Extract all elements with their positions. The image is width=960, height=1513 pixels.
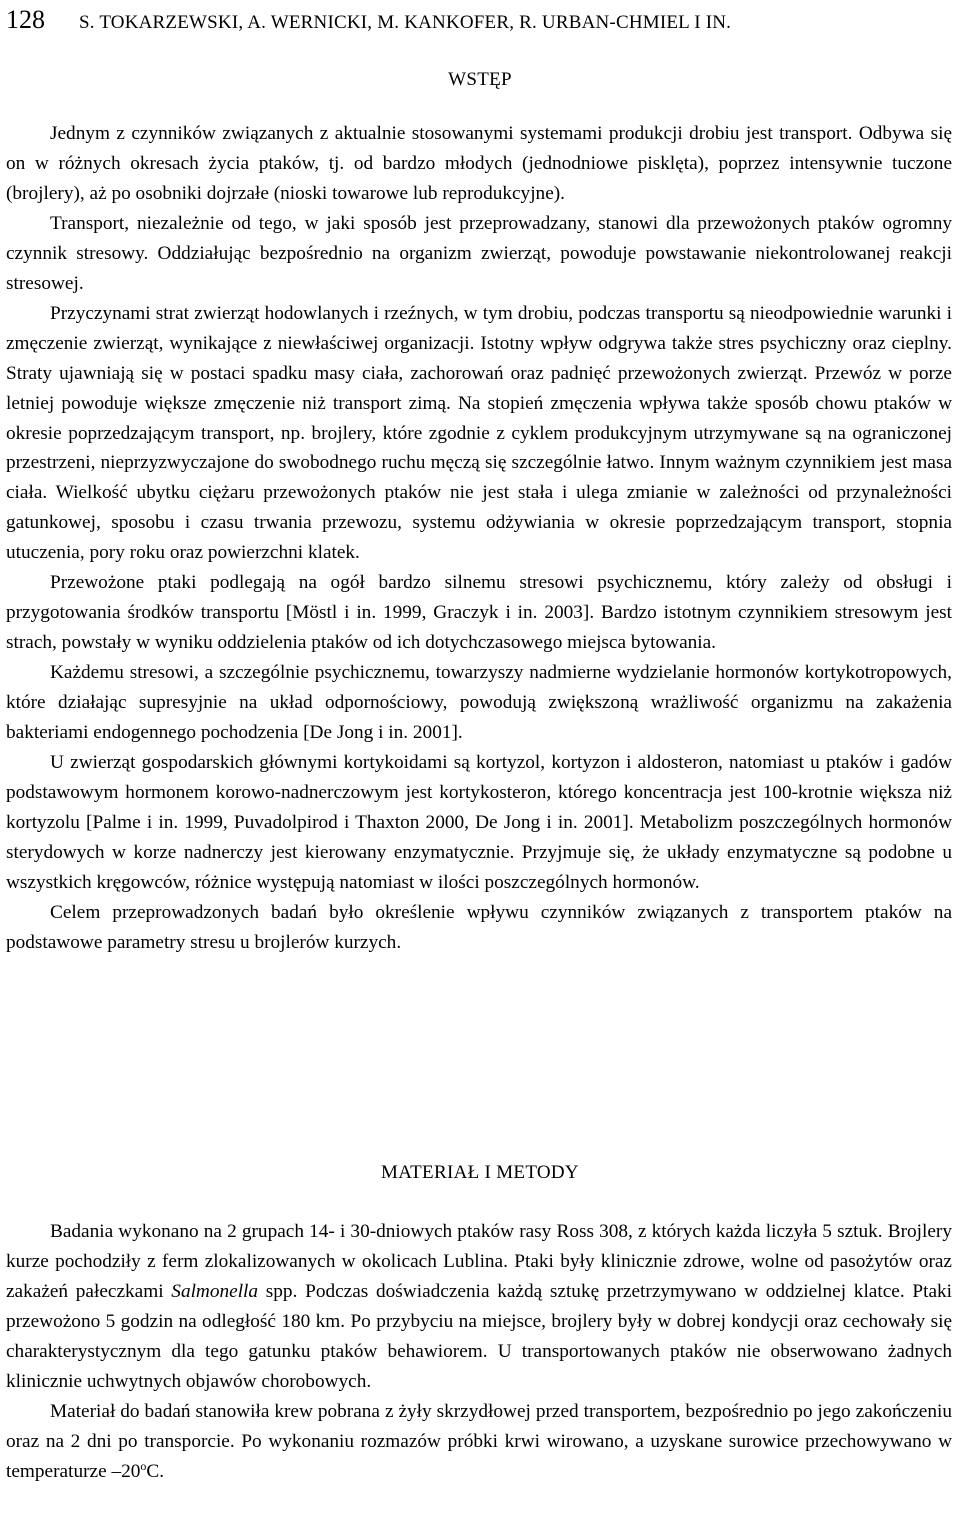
intro-paragraph-7: Celem przeprowadzonych badań było określenie wpływu czynników związanych z transportem ptaków na podstawowe parametry stresu u brojlerów kurzych. (6, 901, 952, 953)
intro-body (6, 119, 952, 958)
methods-p2-text-a: Materiał do badań stanowiła krew pobrana z żyły skrzydłowej przed transportem, bezpośrednio po jego zakończeniu oraz na 2 dni po transporcie. Po wykonaniu rozmazów próbki krwi wirowano, a uzyskane surowice przechowywano w temperaturze –20 (6, 1400, 952, 1482)
intro-paragraph-4: Przewożone ptaki podlegają na ogół bardzo silnemu stresowi psychicznemu, który zależy od obsługi i przygotowania środków transportu [Möstl i in. 1999, Graczyk i in. 2003]. Bardzo istotnym czynnikiem stresowym jest strach, powstały w wyniku oddzielenia ptaków od ich dotychczasowego miejsca bytowania. (6, 572, 952, 654)
intro-paragraph-5: Każdemu stresowi, a szczególnie psychicznemu, towarzyszy nadmierne wydzielanie hormonów kortykotropowych, które działając supresyjnie na układ odpornościowy, powodują zwiększoną wrażliwość organizmu na zakażenia bakteriami endogennego pochodzenia [De Jong i in. 2001]. (6, 662, 952, 744)
methods-p1-salmonella: Salmonella (171, 1280, 259, 1302)
intro-paragraph-1: Jednym z czynników związanych z aktualnie stosowanymi systemami produkcji drobiu jest transport. Odbywa się on w różnych okresach życia ptaków, tj. od bardzo młodych (jednodniowe pisklęta), poprzez intensywnie tuczone (brojlery), aż po osobniki dojrzałe (nioski towarowe lub reprodukcyjne). (6, 123, 952, 204)
section-heading-methods: MATERIAŁ I METODY (381, 1162, 579, 1183)
degree-superscript: o (140, 1458, 147, 1473)
methods-p1-text-a: Badania wykonano na 2 grupach 14- i 30-dniowych ptaków rasy Ross 308, z których każda liczyła 5 sztuk. Brojlery kurze pochodziły z ferm zlokalizowanych w okolicach Lublina. Ptaki były klinicznie zdrowe, wolne od pasożytów oraz zakażeń pałeczkami (6, 1221, 952, 1302)
running-head (6, 0, 731, 40)
running-head-authors: S. TOKARZEWSKI, A. WERNICKI, M. KANKOFER, R. URBAN-CHMIEL I IN. (79, 12, 732, 33)
methods-p2-text-b: C. (146, 1460, 165, 1482)
intro-paragraph-3: Przyczynami strat zwierząt hodowlanych i rzeźnych, w tym drobiu, podczas transportu są nieodpowiednie warunki i zmęczenie zwierząt, wynikające z niewłaściwej organizacji. Istotny wpływ odgrywa także stres psychiczny oraz cieplny. Straty ujawniają się w postaci spadku masy ciała, zachorowań oraz padnięć przewożonych zwierząt. Przewóz w porze letniej powoduje większe zmęczenie niż transport zimą. Na stopień zmęczenia wpływa także sposób chowu ptaków w okresie poprzedzającym transport, np. brojlery, które zgodnie z cyklem produkcyjnym utrzymywane są na ograniczonej przestrzeni, nieprzyzwyczajone do swobodnego ruchu męczą się szczególnie łatwo. Innym ważnym czynnikiem jest masa ciała. Wielkość ubytku ciężaru przewożonych ptaków nie jest stała i ulega zmianie w zależności od przynależności gatunkowej, sposobu i czasu trwania przewozu, systemu odżywiania w okresie poprzedzającym transport, stopnia utuczenia, pory roku oraz powierzchni klatek. (6, 302, 952, 564)
intro-paragraph-6: U zwierząt gospodarskich głównymi kortykoidami są kortyzol, kortyzon i aldosteron, natomiast u ptaków i gadów podstawowym hormonem korowo-nadnerczowym jest kortykosteron, którego koncentracja jest 100-krotnie większa niż kortyzolu [Palme i in. 1999, Puvadolpirod i Thaxton 2000, De Jong i in. 2001]. Metabolizm poszczególnych hormonów sterydowych w korze nadnerczy jest kierowany enzymatycznie. Przyjmuje się, że układy enzymatyczne są podobne u wszystkich kręgowców, różnice występują natomiast w ilości poszczególnych hormonów. (6, 752, 952, 893)
methods-p1-text-b: spp. Podczas doświadczenia każdą sztukę przetrzymywano w oddzielnej klatce. Ptaki przewożono 5 godzin na odległość 180 km. Po przybyciu na miejsce, brojlery były w dobrej kondycji oraz cechowały się charakterystycznym dla tego gatunku ptaków behawiorem. U transportowanych ptaków nie obserwowano żadnych klinicznie uchwytnych objawów chorobowych. (6, 1280, 953, 1392)
methods-paragraph-1 (6, 1217, 952, 1397)
methods-body (6, 1217, 952, 1487)
page-number: 128 (6, 5, 45, 34)
intro-paragraph-2: Transport, niezależnie od tego, w jaki sposób jest przeprowadzany, stanowi dla przewożonych ptaków ogromny czynnik stresowy. Oddziałując bezpośrednio na organizm zwierząt, powoduje powstawanie niekontrolowanej reakcji stresowej. (6, 212, 952, 294)
methods-paragraph-2 (6, 1397, 952, 1487)
section-heading-intro: WSTĘP (448, 69, 512, 90)
